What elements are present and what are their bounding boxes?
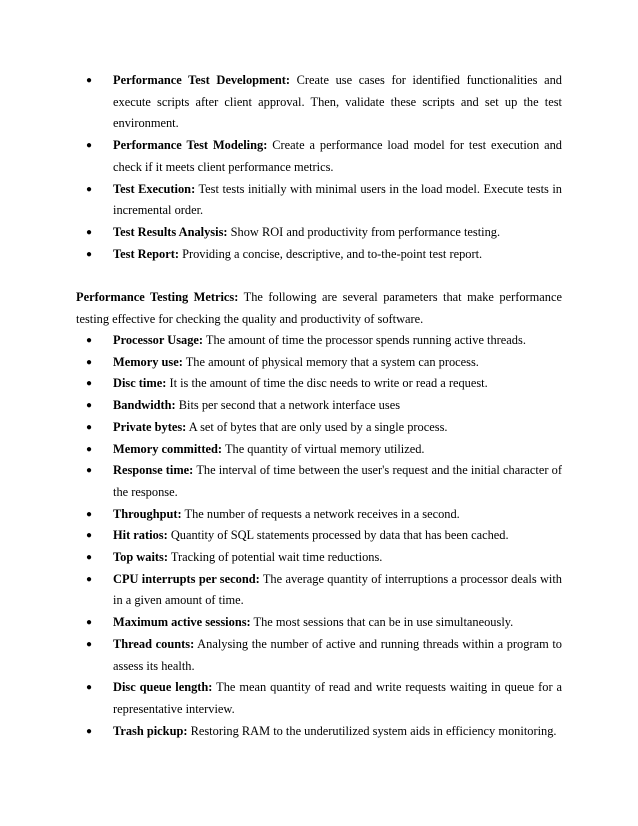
- list-item: [76, 525, 562, 547]
- item-term: Private bytes:: [113, 419, 187, 434]
- item-term: Throughput:: [113, 506, 182, 521]
- list-item: [76, 330, 562, 352]
- list-item: [76, 244, 562, 266]
- bullet-icon: ●: [86, 573, 93, 585]
- item-term: Memory committed:: [113, 441, 223, 456]
- item-term: Disc queue length:: [113, 680, 213, 695]
- list-item: [76, 417, 562, 439]
- metrics-intro-text: The following are several parameters that make performance testing effective for checking the quality and productivity of software.: [76, 290, 563, 326]
- item-term: Trash pickup:: [113, 723, 188, 738]
- list-item: [76, 70, 562, 135]
- item-text: Bits per second that a network interface uses: [178, 398, 401, 413]
- bullet-icon: ●: [86, 335, 93, 346]
- item-text: Quantity of SQL statements processed by data that has been cached.: [170, 528, 509, 543]
- list-item: [76, 352, 562, 374]
- list-item: [76, 395, 562, 417]
- item-text: Create use cases for identified functionalities and execute scripts after client approval. Then, validate these scripts and set up the test environment.: [113, 73, 563, 131]
- bullet-icon: ●: [86, 725, 93, 737]
- list-item: [76, 721, 562, 743]
- item-text: It is the amount of time the disc needs to write or read a request.: [169, 376, 488, 391]
- item-text: The number of requests a network receives in a second.: [184, 506, 460, 521]
- bullet-icon: ●: [86, 140, 93, 152]
- item-text: The amount of time the processor spends running active threads.: [205, 333, 526, 347]
- list-item: [76, 373, 562, 395]
- list-item: [76, 439, 562, 461]
- bullet-icon: ●: [86, 530, 93, 542]
- bullet-icon: ●: [86, 638, 93, 650]
- item-text: The mean quantity of read and write requests waiting in queue for a representative interview.: [113, 680, 562, 716]
- list-item: [76, 504, 562, 526]
- item-text: The average quantity of interruptions a processor deals with in a given amount of time.: [113, 571, 563, 608]
- bullet-icon: ●: [86, 75, 93, 86]
- bullet-icon: ●: [86, 183, 93, 195]
- bullet-icon: ●: [86, 356, 93, 368]
- item-text: Test tests initially with minimal users in the load model. Execute tests in incremental order.: [113, 181, 562, 218]
- item-term: Response time:: [113, 463, 194, 478]
- item-term: Bandwidth:: [113, 398, 176, 413]
- list-item: [76, 569, 562, 612]
- bullet-icon: ●: [86, 378, 93, 390]
- item-term: CPU interrupts per second:: [113, 571, 260, 586]
- list-item: [76, 547, 562, 569]
- item-text: Create a performance load model for test execution and check if it meets client performance metrics.: [113, 138, 562, 174]
- list-item: [76, 634, 562, 677]
- list-item: [76, 677, 562, 720]
- item-text: Providing a concise, descriptive, and to-the-point test report.: [182, 246, 483, 261]
- bullet-icon: ●: [86, 400, 93, 412]
- bullet-icon: ●: [86, 248, 93, 260]
- list-item: [76, 460, 562, 503]
- list-item: [76, 222, 562, 244]
- item-text: The interval of time between the user's request and the initial character of the response.: [113, 463, 562, 499]
- bullet-icon: ●: [86, 682, 93, 694]
- item-text: Show ROI and productivity from performance testing.: [230, 224, 501, 239]
- item-text: The quantity of virtual memory utilized.: [224, 441, 425, 456]
- item-term: Test Execution:: [113, 181, 196, 196]
- item-text: Tracking of potential wait time reductions.: [170, 550, 383, 565]
- bullet-icon: ●: [86, 552, 93, 564]
- item-term: Test Report:: [113, 246, 179, 261]
- performance-testing-stages-list: [76, 70, 562, 265]
- list-item: [76, 612, 562, 634]
- performance-metrics-list: [76, 330, 562, 742]
- item-text: The most sessions that can be in use simultaneously.: [253, 615, 514, 630]
- item-text: Restoring RAM to the underutilized system aids in efficiency monitoring.: [190, 723, 557, 738]
- bullet-icon: ●: [86, 421, 93, 433]
- bullet-icon: ●: [86, 443, 93, 455]
- metrics-intro-paragraph: [76, 287, 562, 330]
- bullet-icon: ●: [86, 226, 93, 238]
- item-term: Memory use:: [113, 354, 183, 369]
- item-term: Processor Usage:: [113, 333, 204, 347]
- item-text: A set of bytes that are only used by a single process.: [188, 419, 448, 434]
- metrics-heading: Performance Testing Metrics:: [76, 290, 239, 304]
- item-term: Performance Test Modeling:: [113, 138, 268, 153]
- item-text: The amount of physical memory that a system can process.: [185, 354, 479, 369]
- item-term: Maximum active sessions:: [113, 615, 251, 630]
- bullet-icon: ●: [86, 617, 93, 629]
- list-item: [76, 179, 562, 222]
- bullet-icon: ●: [86, 465, 93, 477]
- item-term: Disc time:: [113, 376, 167, 391]
- item-term: Test Results Analysis:: [113, 224, 228, 239]
- item-term: Top waits:: [113, 550, 168, 565]
- item-text: Analysing the number of active and running threads within a program to assess its health.: [113, 636, 562, 673]
- item-term: Thread counts:: [113, 636, 195, 651]
- item-term: Hit ratios:: [113, 528, 168, 543]
- item-term: Performance Test Development:: [113, 73, 291, 87]
- bullet-icon: ●: [86, 508, 93, 520]
- list-item: [76, 135, 562, 178]
